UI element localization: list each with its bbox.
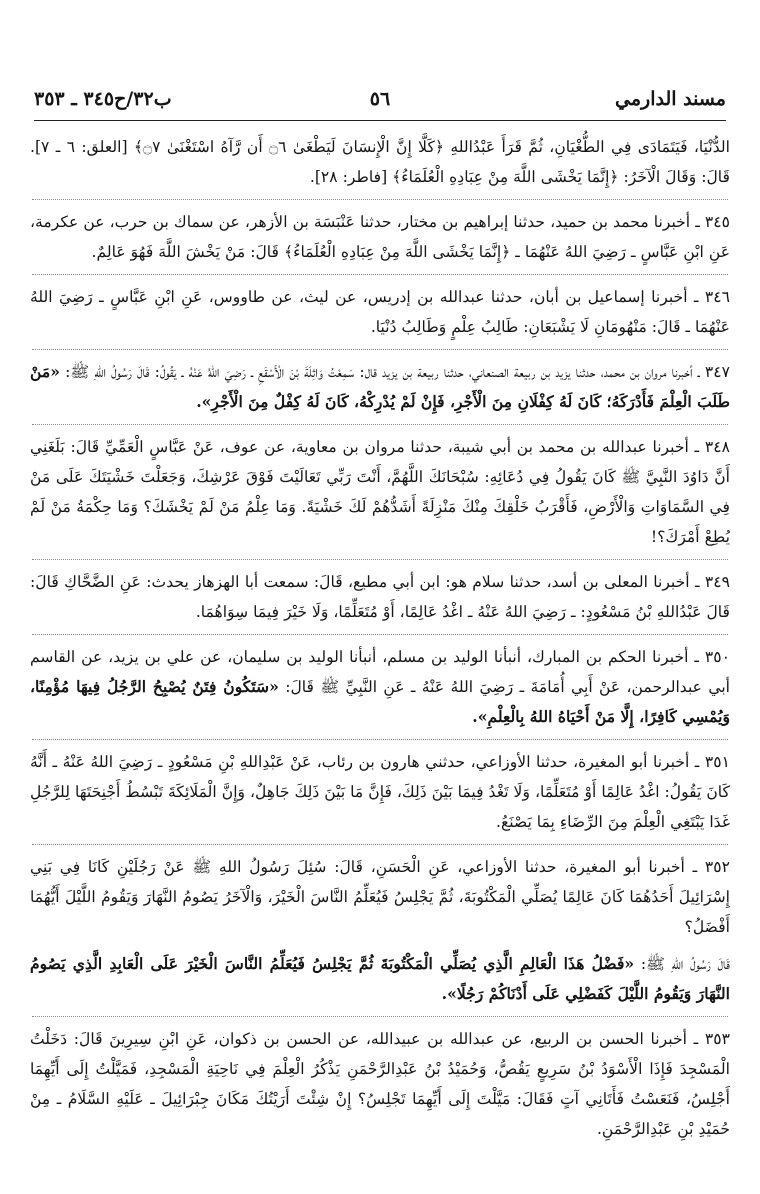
separator xyxy=(32,349,728,350)
separator xyxy=(32,199,728,200)
hadith-range: ب٣٢/ح٣٤٥ ـ ٣٥٣ xyxy=(34,88,172,110)
paragraph-text: ٣٤٨ ـ أخبرنا عبدالله بن محمد بن أبي شيبة، حدثنا مروان بن معاوية، عن عوف، عَنْ عَبَّاسٍ الْعَمِّيِّ قَالَ: بَلَغَنِي أَنَّ دَاوُدَ النَّبِيَّ ﷺ كَانَ يَقُولُ فِي دُعَائِهِ: سُبْحَانَكَ اللَّهُمَّ، أَنْتَ رَبِّي تَعَالَيْتَ فَوْقَ عَرْشِكَ، وَجَعَلْتَ خَشْيَتَكَ عَلَى مَنْ فِي السَّمَاوَاتِ وَالْأَرْضِ، فَأَقْرَبُ خَلْقِكَ مِنْكَ مَنْزِلَةً أَشَدُّهُمْ لَكَ خَشْيَةً. وَمَا عِلْمُ مَنْ لَمْ يَخْشَكَ؟ وَمَا حِكْمَةُ مَنْ لَمْ يُطِعْ أَمْرَكَ؟! xyxy=(30,438,730,546)
paragraph xyxy=(30,132,730,192)
separator xyxy=(32,559,728,560)
page-number: ٥٦ xyxy=(369,88,391,110)
separator xyxy=(32,424,728,425)
paragraph xyxy=(30,747,730,837)
paragraph-highlight: «فَضْلُ هَذَا الْعَالِمِ الَّذِي يُصَلِّي الْمَكْتُوبَةَ ثُمَّ يَجْلِسُ فَيُعَلِّمُ النَّاسَ الْخَيْرَ عَلَى الْعَابِدِ الَّذِي يَصُومُ النَّهَارَ وَيَقُومُ اللَّيْلَ كَفَضْلِي عَلَى أَدْنَاكُمْ رَجُلًا». xyxy=(30,954,730,1003)
paragraph-text: ٣٤٧ ـ أخبرنا مروان بن محمد، حدثنا يزيد بن ربيعة الصنعاني، حدثنا ربيعة بن يزيد قال: سَمِعْتُ وَاثِلَةَ بْنَ الْأَسْقَعِ ـ رَضِيَ اللهُ عَنْهُ ـ يَقُولُ: قَالَ رَسُولُ اللهِ ﷺ: xyxy=(59,363,730,381)
paragraph-text: ٣٥١ ـ أخبرنا أبو المغيرة، حدثنا الأوزاعي، حدثني هارون بن رئاب، عَنْ عَبْدِاللهِ بْنِ مَسْعُودٍ ـ رَضِيَ اللهُ عَنْهُ ـ أَنَّهُ كَانَ يَقُولُ: اغْدُ عَالِمًا أَوْ مُتَعَلِّمًا، وَلَا تَغْدُ فِيمَا بَيْنَ ذَلِكَ، فَإِنَّ مَا بَيْنَ ذَلِكَ جَاهِلٌ، وَإِنَّ الْمَلَائِكَةَ تَبْسُطُ أَجْنِحَتَهَا لِلرَّجُلِ غَدَا يَبْتَغِي الْعِلْمَ مِنَ الرِّضَاءِ بِمَا يَصْنَعُ. xyxy=(30,753,730,831)
paragraph xyxy=(30,432,730,552)
separator xyxy=(32,634,728,635)
paragraph-text: ٣٤٩ ـ أخبرنا المعلى بن أسد، حدثنا سلام هو: ابن أبي مطيع، قَالَ: سمعت أبا الهزهاز يحدث: عَنِ الضَّحَّاكِ قَالَ: قَالَ عَبْدُاللهِ بْنُ مَسْعُودٍ: ـ رَضِيَ اللهُ عَنْهُ ـ اغْدُ عَالِمًا، أَوْ مُتَعَلِّمًا، وَلَا خَيْرَ فِيمَا سِوَاهُمَا. xyxy=(30,573,730,621)
paragraph-highlight: «مَنْ طَلَبَ الْعِلْمَ فَأَدْرَكَهُ؛ كَانَ لَهُ كِفْلَانِ مِنَ الْأَجْرِ، فَإِنْ لَمْ يُدْرِكْهُ، كَانَ لَهُ كِفْلٌ مِنَ الْأَجْرِ». xyxy=(30,362,730,411)
page-header xyxy=(34,86,726,121)
page-body xyxy=(30,132,730,1151)
paragraph-text: ٣٤٦ ـ أخبرنا إسماعيل بن أبان، حدثنا عبدالله بن إدريس، عن ليث، عن طاووس، عَنِ ابْنِ عَبَّاسٍ ـ رَضِيَ اللهُ عَنْهُمَا ـ قَالَ: مَنْهُومَانِ لَا يَشْبَعَانِ: طَالِبُ عِلْمٍ وَطَالِبُ دُنْيَا. xyxy=(30,288,730,336)
paragraph xyxy=(30,949,730,1009)
separator xyxy=(32,739,728,740)
paragraph xyxy=(30,567,730,627)
paragraph-text: قَالَ رَسُولُ اللهِ ﷺ: xyxy=(634,955,730,973)
paragraph-text: ٣٥٣ ـ أخبرنا الحسن بن الربيع، عن عبدالله بن عبيدالله، عن الحسن بن ذكوان، عَنِ ابْنِ سِيرِينَ قَالَ: دَخَلْتُ الْمَسْجِدَ فَإِذَا الْأَسْوَدُ بْنُ سَرِيعٍ يَقُصُّ، وَحُمَيْدُ بْنُ عَبْدِالرَّحْمَنِ يَذْكُرُ الْعِلْمَ فِي نَاحِيَةِ الْمَسْجِدِ، فَمَيَّلْتُ إِلَى أَيِّهِمَا أَجْلِسُ، فَنَعَسْتُ فَأَتَانِي آتٍ فَقَالَ: مَيَّلْتَ إِلَى أَيِّهِمَا تَجْلِسُ؟ إِنْ شِئْتَ أَرَيْتُكَ مَكَانَ جِبْرَائِيلَ ـ عَلَيْهِ السَّلَامُ ـ مِنْ حُمَيْدِ بْنِ عَبْدِالرَّحْمَنِ. xyxy=(30,1030,730,1138)
separator xyxy=(32,844,728,845)
paragraph-highlight: «سَتَكُونُ فِتَنٌ يُصْبِحُ الرَّجُلُ فِيهَا مُؤْمِنًا، وَيُمْسِي كَافِرًا، إِلَّا مَنْ أَحْيَاهُ اللهُ بِالْعِلْمِ». xyxy=(30,677,730,726)
separator xyxy=(32,274,728,275)
book-title: مسند الدارمي xyxy=(615,88,726,110)
paragraph-text: ٣٥٢ ـ أخبرنا أبو المغيرة، حدثنا الأوزاعي، عَنِ الْحَسَنِ، قَالَ: سُئِلَ رَسُولُ اللهِ ﷺ عَنْ رَجُلَيْنِ كَانَا فِي بَنِي إِسْرَائِيلَ أَحَدُهُمَا كَانَ عَالِمًا يُصَلِّي الْمَكْتُوبَةَ، ثُمَّ يَجْلِسُ فَيُعَلِّمُ النَّاسَ الْخَيْرَ، وَالْآخَرُ يَصُومُ النَّهَارَ وَيَقُومُ اللَّيْلَ أَيُّهُمَا أَفْضَلُ؟ xyxy=(30,858,730,936)
paragraph xyxy=(30,1024,730,1144)
paragraph xyxy=(30,207,730,267)
paragraph xyxy=(30,282,730,342)
paragraph xyxy=(30,642,730,732)
paragraph-text: ٣٤٥ ـ أخبرنا محمد بن حميد، حدثنا إبراهيم بن مختار، حدثنا عَنْبَسَة بن الأزهر، عن سماك بن حرب، عن عكرمة، عَنِ ابْنِ عَبَّاسٍ ـ رَضِيَ اللهُ عَنْهُمَا ـ ﴿إِنَّمَا يَخْشَى اللَّهَ مِنْ عِبَادِهِ الْعُلَمَاءُ﴾ قَالَ: مَنْ يَخْشَ اللَّهَ فَهُوَ عَالِمٌ. xyxy=(30,213,730,261)
paragraph xyxy=(30,852,730,942)
separator xyxy=(32,1016,728,1017)
paragraph-text: ٣٥٠ ـ أخبرنا الحكم بن المبارك، أنبأنا الوليد بن مسلم، أنبأنا الوليد بن سليمان، عن علي بن يزيد، عن القاسم أبي عبدالرحمن، عَنْ أَبِي أُمَامَةَ ـ رَضِيَ اللهُ عَنْهُ ـ عَنِ النَّبِيِّ ﷺ قَالَ: xyxy=(30,648,730,696)
paragraph-text: الدُّنْيَا، فَيَتَمَادَى فِي الطُّغْيَانِ، ثُمَّ قَرَأَ عَبْدُاللهِ ﴿كَلَّا إِنَّ الْإِنسَانَ لَيَطْغَىٰ ۝٦ أَن رَّآهُ اسْتَغْنَىٰ ۝٧﴾ [العلق: ٦ ـ ٧]. قَالَ: وَقَالَ الْآخَرُ: ﴿إِنَّمَا يَخْشَى اللَّهَ مِنْ عِبَادِهِ الْعُلَمَاءُ﴾ [فاطر: ٢٨]. xyxy=(30,138,730,186)
paragraph xyxy=(30,357,730,417)
